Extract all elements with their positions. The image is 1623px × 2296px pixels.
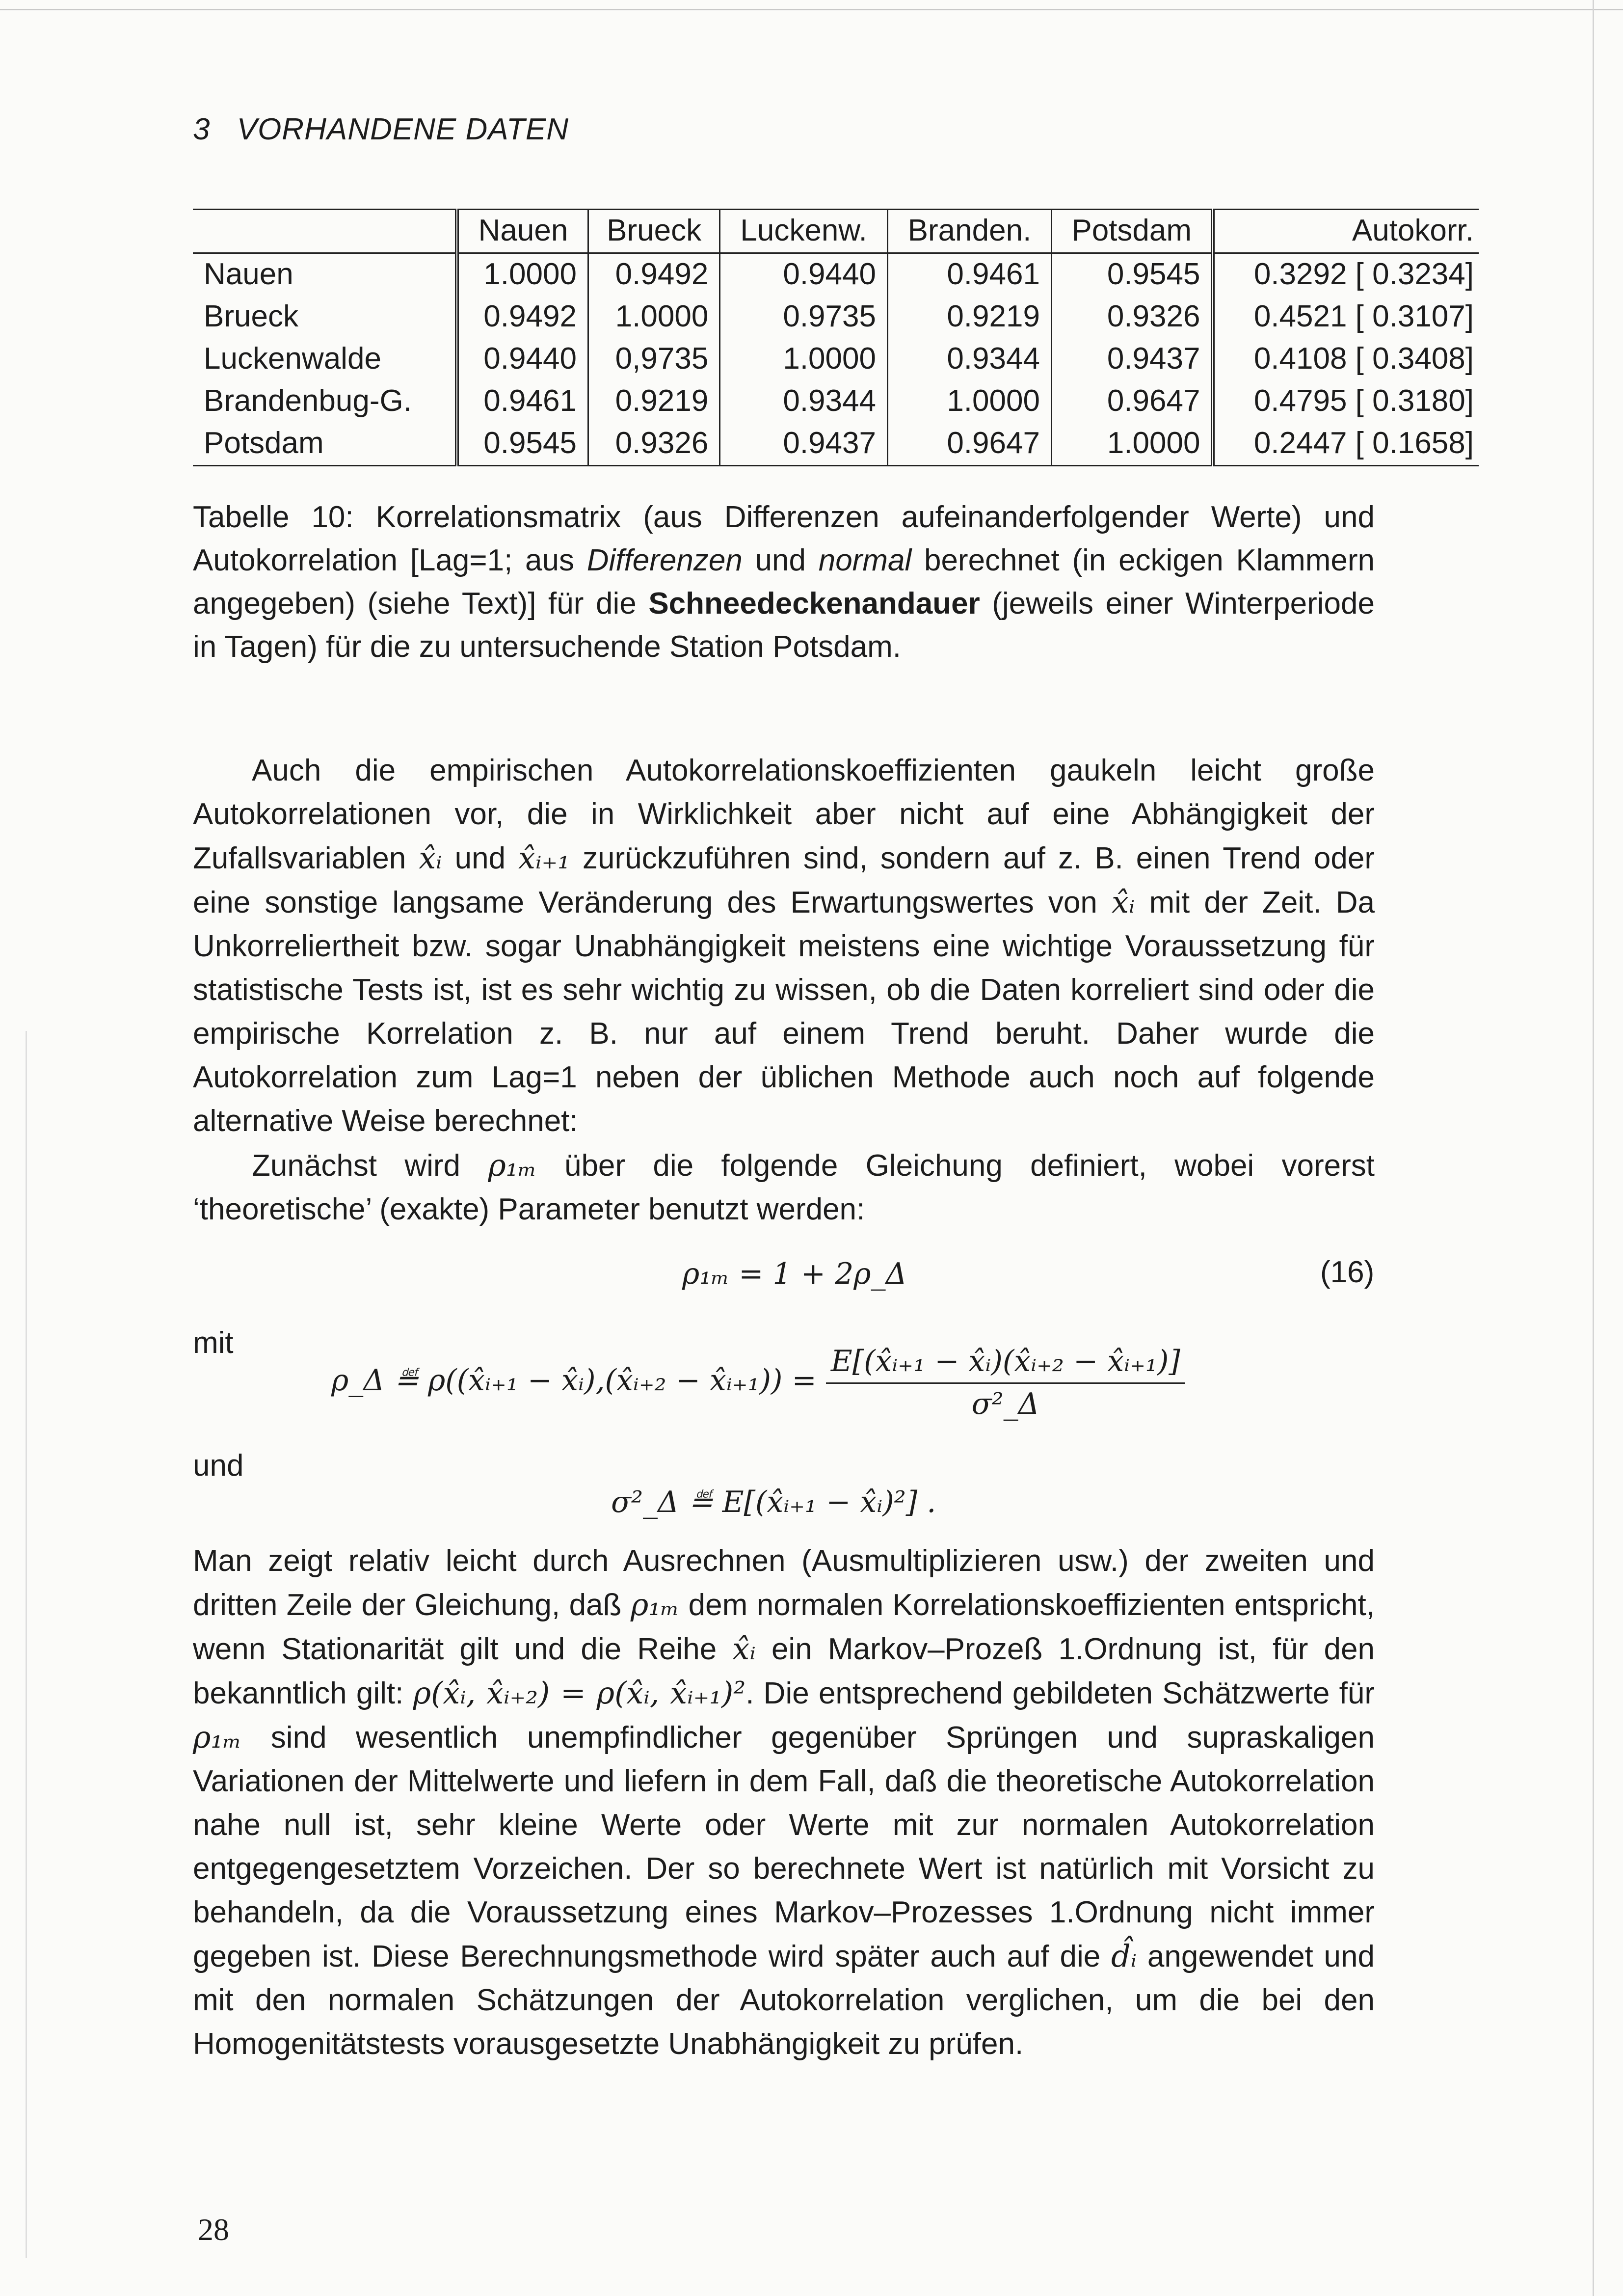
inline-math: x̂ᵢ (732, 1631, 756, 1667)
inline-math: ρ₁ₘ (193, 1719, 242, 1755)
table-cell: 0.9440 (457, 338, 588, 380)
body-text: zurückzuführen sind, sondern auf z. B. einen Trend oder eine sonstige langsame Veränderung des Erwartungswertes von (193, 841, 1375, 919)
table-row (193, 338, 1479, 380)
body-text: mit der Zeit. Da Unkorreliertheit bzw. sogar Unabhängigkeit meistens eine wichtige Voraussetzung für statistische Tests ist, ist es sehr wichtig zu wissen, ob die Daten korreliert sind oder die empirische Korrelation z. B. nur auf einem Trend beruht. Daher wurde die Autokorrelation zum Lag=1 neben der üblichen Methode auch noch auf folgende alternative Weise berechnet: (193, 886, 1375, 1138)
body-text: sind wesentlich unempfindlicher gegenüber Sprüngen und supraskaligen Variationen der Mittelwerte und liefern in dem Fall, daß die theoretische Autokorrelation nahe null ist, sehr kleine Werte oder Werte mit zur normalen Autokorrelation entgegengesetztem Vorzeichen. Der so berechnete Wert ist natürlich mit Vorsicht zu behandeln, da die Voraussetzung eines Markov–Prozesses 1.Ordnung nicht immer gegeben ist. Diese Berechnungsmethode wird später auch auf die (193, 1721, 1375, 1973)
table-cell: 0.9461 (457, 380, 588, 423)
equation-16: ρ₁ₘ = 1 + 2ρ_Δ (682, 1257, 907, 1291)
body-text: Zunächst wird (252, 1149, 488, 1183)
table-cell: 1.0000 (887, 380, 1051, 423)
body-text: . Die entsprechend gebildeten Schätzwerte für (745, 1676, 1375, 1710)
table-cell: 0.9437 (1051, 338, 1213, 380)
table-cell: 0.9461 (887, 253, 1051, 297)
table-cell: 0.9344 (720, 380, 888, 423)
scan-edge-right (1593, 0, 1594, 2296)
inline-math: ρ(x̂ᵢ, x̂ᵢ₊₂) = ρ(x̂ᵢ, x̂ᵢ₊₁)² (413, 1675, 746, 1711)
table-cell: 1.0000 (457, 253, 588, 297)
table-corner (193, 210, 457, 253)
caption-text: Tabelle 10: Korrelationsmatrix (aus Differenzen aufeinanderfolgender Werte) und Autokorrelation [Lag=1; aus (193, 500, 1375, 577)
fraction-numerator: E[(x̂ᵢ₊₁ − x̂ᵢ)(x̂ᵢ₊₂ − x̂ᵢ₊₁)] (826, 1344, 1185, 1384)
equation-sigma: σ²_Δ ≝ E[(x̂ᵢ₊₁ − x̂ᵢ)²] . (611, 1485, 936, 1519)
autokorr-cell: 0.4108 [ 0.3408] (1253, 342, 1474, 376)
column-header: Luckenw. (720, 210, 888, 253)
row-label: Potsdam (193, 423, 457, 466)
table-cell: 0.9647 (887, 423, 1051, 466)
caption-text: und (742, 543, 819, 577)
section-title: VORHANDENE DATEN (237, 112, 569, 146)
table-cell: 0.9545 (457, 423, 588, 466)
table-cell: 0.9440 (720, 253, 888, 297)
section-number: 3 (193, 112, 211, 146)
equation-fraction (826, 1344, 1185, 1421)
caption-emphasis: Differenzen (586, 543, 743, 577)
row-label: Luckenwalde (193, 338, 457, 380)
body-text: Auch die empirischen Autokorrelationskoeffizienten gaukeln leicht große Autokorrelationen vor, die in Wirklichkeit aber nicht auf eine Abhängigkeit der Zufallsvariablen (193, 754, 1375, 875)
inline-math: x̂ᵢ (419, 840, 442, 876)
table-cell: 0.9219 (887, 296, 1051, 338)
row-label: Brueck (193, 296, 457, 338)
table-cell: 1.0000 (1051, 423, 1213, 466)
column-header: Branden. (887, 210, 1051, 253)
table-cell: 1.0000 (588, 296, 719, 338)
body-text: dem normalen Korrelationskoeffizienten entspricht, wenn Stationarität gilt und die Reihe (193, 1588, 1375, 1666)
body-text: über die folgende Gleichung definiert, wobei vorerst ‘theoretische’ (exakte) Parameter benutzt werden: (193, 1149, 1375, 1226)
caption-bold: Schneedeckenandauer (648, 587, 980, 621)
table-cell: 0.9647 (1051, 380, 1213, 423)
correlation-table (193, 209, 1479, 466)
inline-math: ρ₁ₘ (488, 1147, 537, 1183)
paragraph-autokorrelation (193, 749, 1375, 1143)
table-header-row (193, 210, 1479, 253)
paragraph-markov (193, 1539, 1375, 2066)
equation-rho-delta (331, 1344, 1185, 1421)
body-text: ein Markov–Prozeß 1.Ordnung ist, für den bekanntlich gilt: (193, 1632, 1375, 1710)
correlation-matrix (193, 209, 1479, 466)
mit-label: mit (193, 1326, 234, 1360)
autokorr-cell: 0.4795 [ 0.3180] (1253, 384, 1474, 418)
equation-lhs: ρ_Δ ≝ ρ((x̂ᵢ₊₁ − x̂ᵢ),(x̂ᵢ₊₂ − x̂ᵢ₊₁)) = (331, 1363, 817, 1398)
table-row (193, 296, 1479, 338)
row-label: Brandenbug-G. (193, 380, 457, 423)
inline-math: ρ₁ₘ (630, 1587, 680, 1622)
table-cell: 0.9545 (1051, 253, 1213, 297)
table-cell: 0.9492 (457, 296, 588, 338)
table-cell: 0.9219 (588, 380, 719, 423)
autokorr-cell: 0.2447 [ 0.1658] (1213, 423, 1479, 466)
table-cell: 0.9326 (588, 423, 719, 466)
table-caption (193, 496, 1375, 669)
body-text: angewendet und mit den normalen Schätzungen der Autokorrelation verglichen, um die bei den Homogenitätstests vorausgesetzte Unabhängigkeit zu prüfen. (193, 1940, 1375, 2061)
table-cell: 0.9326 (1051, 296, 1213, 338)
table-row (193, 423, 1479, 466)
fraction-denominator: σ²_Δ (971, 1387, 1039, 1421)
table-cell: 0.9344 (887, 338, 1051, 380)
page-number: 28 (198, 2212, 229, 2247)
inline-math: d̂ᵢ (1111, 1938, 1137, 1974)
equation-number: (16) (1320, 1255, 1375, 1289)
autokorr-cell: 0.4521 [ 0.3107] (1253, 299, 1474, 333)
autokorr-cell: 0.3292 [ 0.3234] (1253, 257, 1474, 291)
body-text: und (442, 841, 519, 875)
inline-math: x̂ᵢ (1111, 884, 1135, 920)
table-cell: 0,9735 (588, 338, 719, 380)
table-cell: 0.9437 (720, 423, 888, 466)
scan-edge-left (26, 1031, 27, 2258)
column-header: Nauen (457, 210, 588, 253)
table-cell: 1.0000 (720, 338, 888, 380)
caption-text: berechnet (in eckigen Klammern angegeben) (siehe Text)] für die (193, 543, 1375, 621)
und-label: und (193, 1449, 244, 1483)
table-row (193, 253, 1479, 297)
paragraph-definition (193, 1143, 1375, 1231)
table-row (193, 380, 1479, 423)
column-header: Potsdam (1051, 210, 1213, 253)
row-label: Nauen (193, 253, 457, 297)
caption-emphasis: normal (818, 543, 912, 577)
table-cell: 0.9735 (720, 296, 888, 338)
column-header-autokorr: Autokorr. (1213, 210, 1479, 253)
body-text: Man zeigt relativ leicht durch Ausrechnen (Ausmultiplizieren usw.) der zweiten und dritten Zeile der Gleichung, daß (193, 1544, 1375, 1622)
running-header (193, 112, 569, 147)
column-header: Brueck (588, 210, 719, 253)
caption-text: (jeweils einer Winterperiode in Tagen) für die zu untersuchende Station Potsdam. (193, 587, 1375, 664)
table-cell: 0.9492 (588, 253, 719, 297)
scan-edge-top (0, 9, 1623, 10)
inline-math: x̂ᵢ₊₁ (518, 840, 570, 876)
